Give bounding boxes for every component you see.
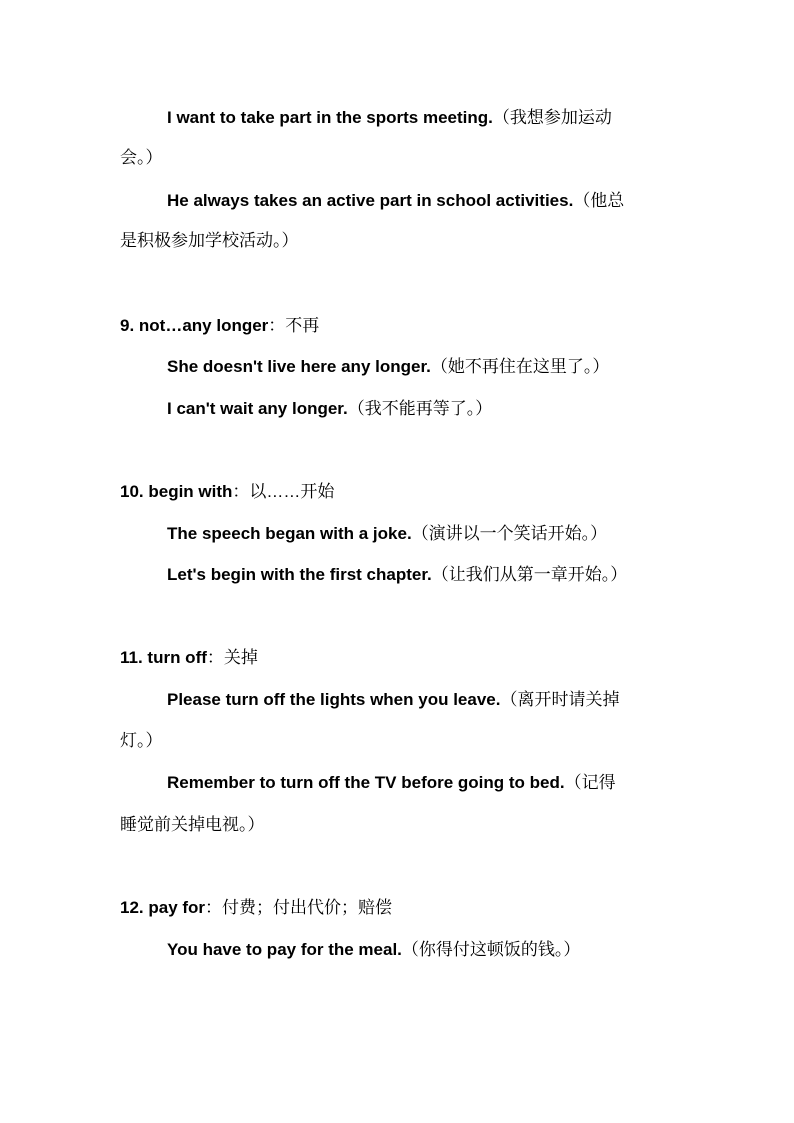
chinese-text: （他总 — [573, 191, 625, 210]
example-sentence-continuation — [120, 731, 680, 751]
chinese-text: 灯。） — [120, 731, 163, 750]
example-sentence — [167, 565, 687, 585]
chinese-text: （我不能再等了。） — [347, 399, 493, 418]
english-text: I can't wait any longer. — [167, 399, 348, 418]
example-sentence — [167, 524, 687, 544]
phrase-term: 12. pay for — [120, 898, 206, 917]
example-sentence-continuation — [120, 231, 680, 251]
chinese-text: 睡觉前关掉电视。） — [120, 815, 265, 834]
phrase-heading — [120, 482, 680, 502]
example-sentence — [167, 191, 687, 211]
chinese-text: （记得 — [564, 773, 616, 792]
example-sentence — [167, 940, 687, 960]
chinese-text: （让我们从第一章开始。） — [431, 565, 628, 584]
english-text: She doesn't live here any longer. — [167, 357, 431, 376]
english-text: Let's begin with the first chapter. — [167, 565, 432, 584]
phrase-heading — [120, 648, 680, 668]
example-sentence-continuation — [120, 815, 680, 835]
phrase-meaning: ：以……开始 — [232, 482, 335, 501]
example-sentence — [167, 399, 687, 419]
english-text: He always takes an active part in school activities. — [167, 191, 574, 210]
example-sentence — [167, 773, 687, 793]
example-sentence — [167, 357, 687, 377]
english-text: Remember to turn off the TV before going to bed. — [167, 773, 565, 792]
chinese-text: （我想参加运动 — [492, 108, 612, 127]
phrase-heading — [120, 316, 680, 336]
example-sentence-continuation — [120, 148, 680, 168]
phrase-term: 10. begin with — [120, 482, 233, 501]
english-text: You have to pay for the meal. — [167, 940, 402, 959]
phrase-term: 11. turn off — [120, 648, 207, 667]
phrase-meaning: ：关掉 — [206, 648, 258, 667]
chinese-text: （演讲以一个笑话开始。） — [411, 524, 608, 543]
phrase-meaning: ：付费；付出代价；赔偿 — [205, 898, 393, 917]
chinese-text: （她不再住在这里了。） — [430, 357, 610, 376]
english-text: The speech began with a joke. — [167, 524, 412, 543]
english-text: I want to take part in the sports meeting. — [167, 108, 493, 127]
phrase-heading — [120, 898, 680, 918]
chinese-text: 是积极参加学校活动。） — [120, 231, 299, 250]
chinese-text: （你得付这顿饭的钱。） — [401, 940, 581, 959]
english-text: Please turn off the lights when you leave. — [167, 690, 501, 709]
chinese-text: （离开时请关掉 — [500, 690, 620, 709]
phrase-meaning: ：不再 — [268, 316, 320, 335]
phrase-term: 9. not…any longer — [120, 316, 269, 335]
example-sentence — [167, 690, 687, 710]
example-sentence — [167, 108, 687, 128]
chinese-text: 会。） — [120, 148, 163, 167]
